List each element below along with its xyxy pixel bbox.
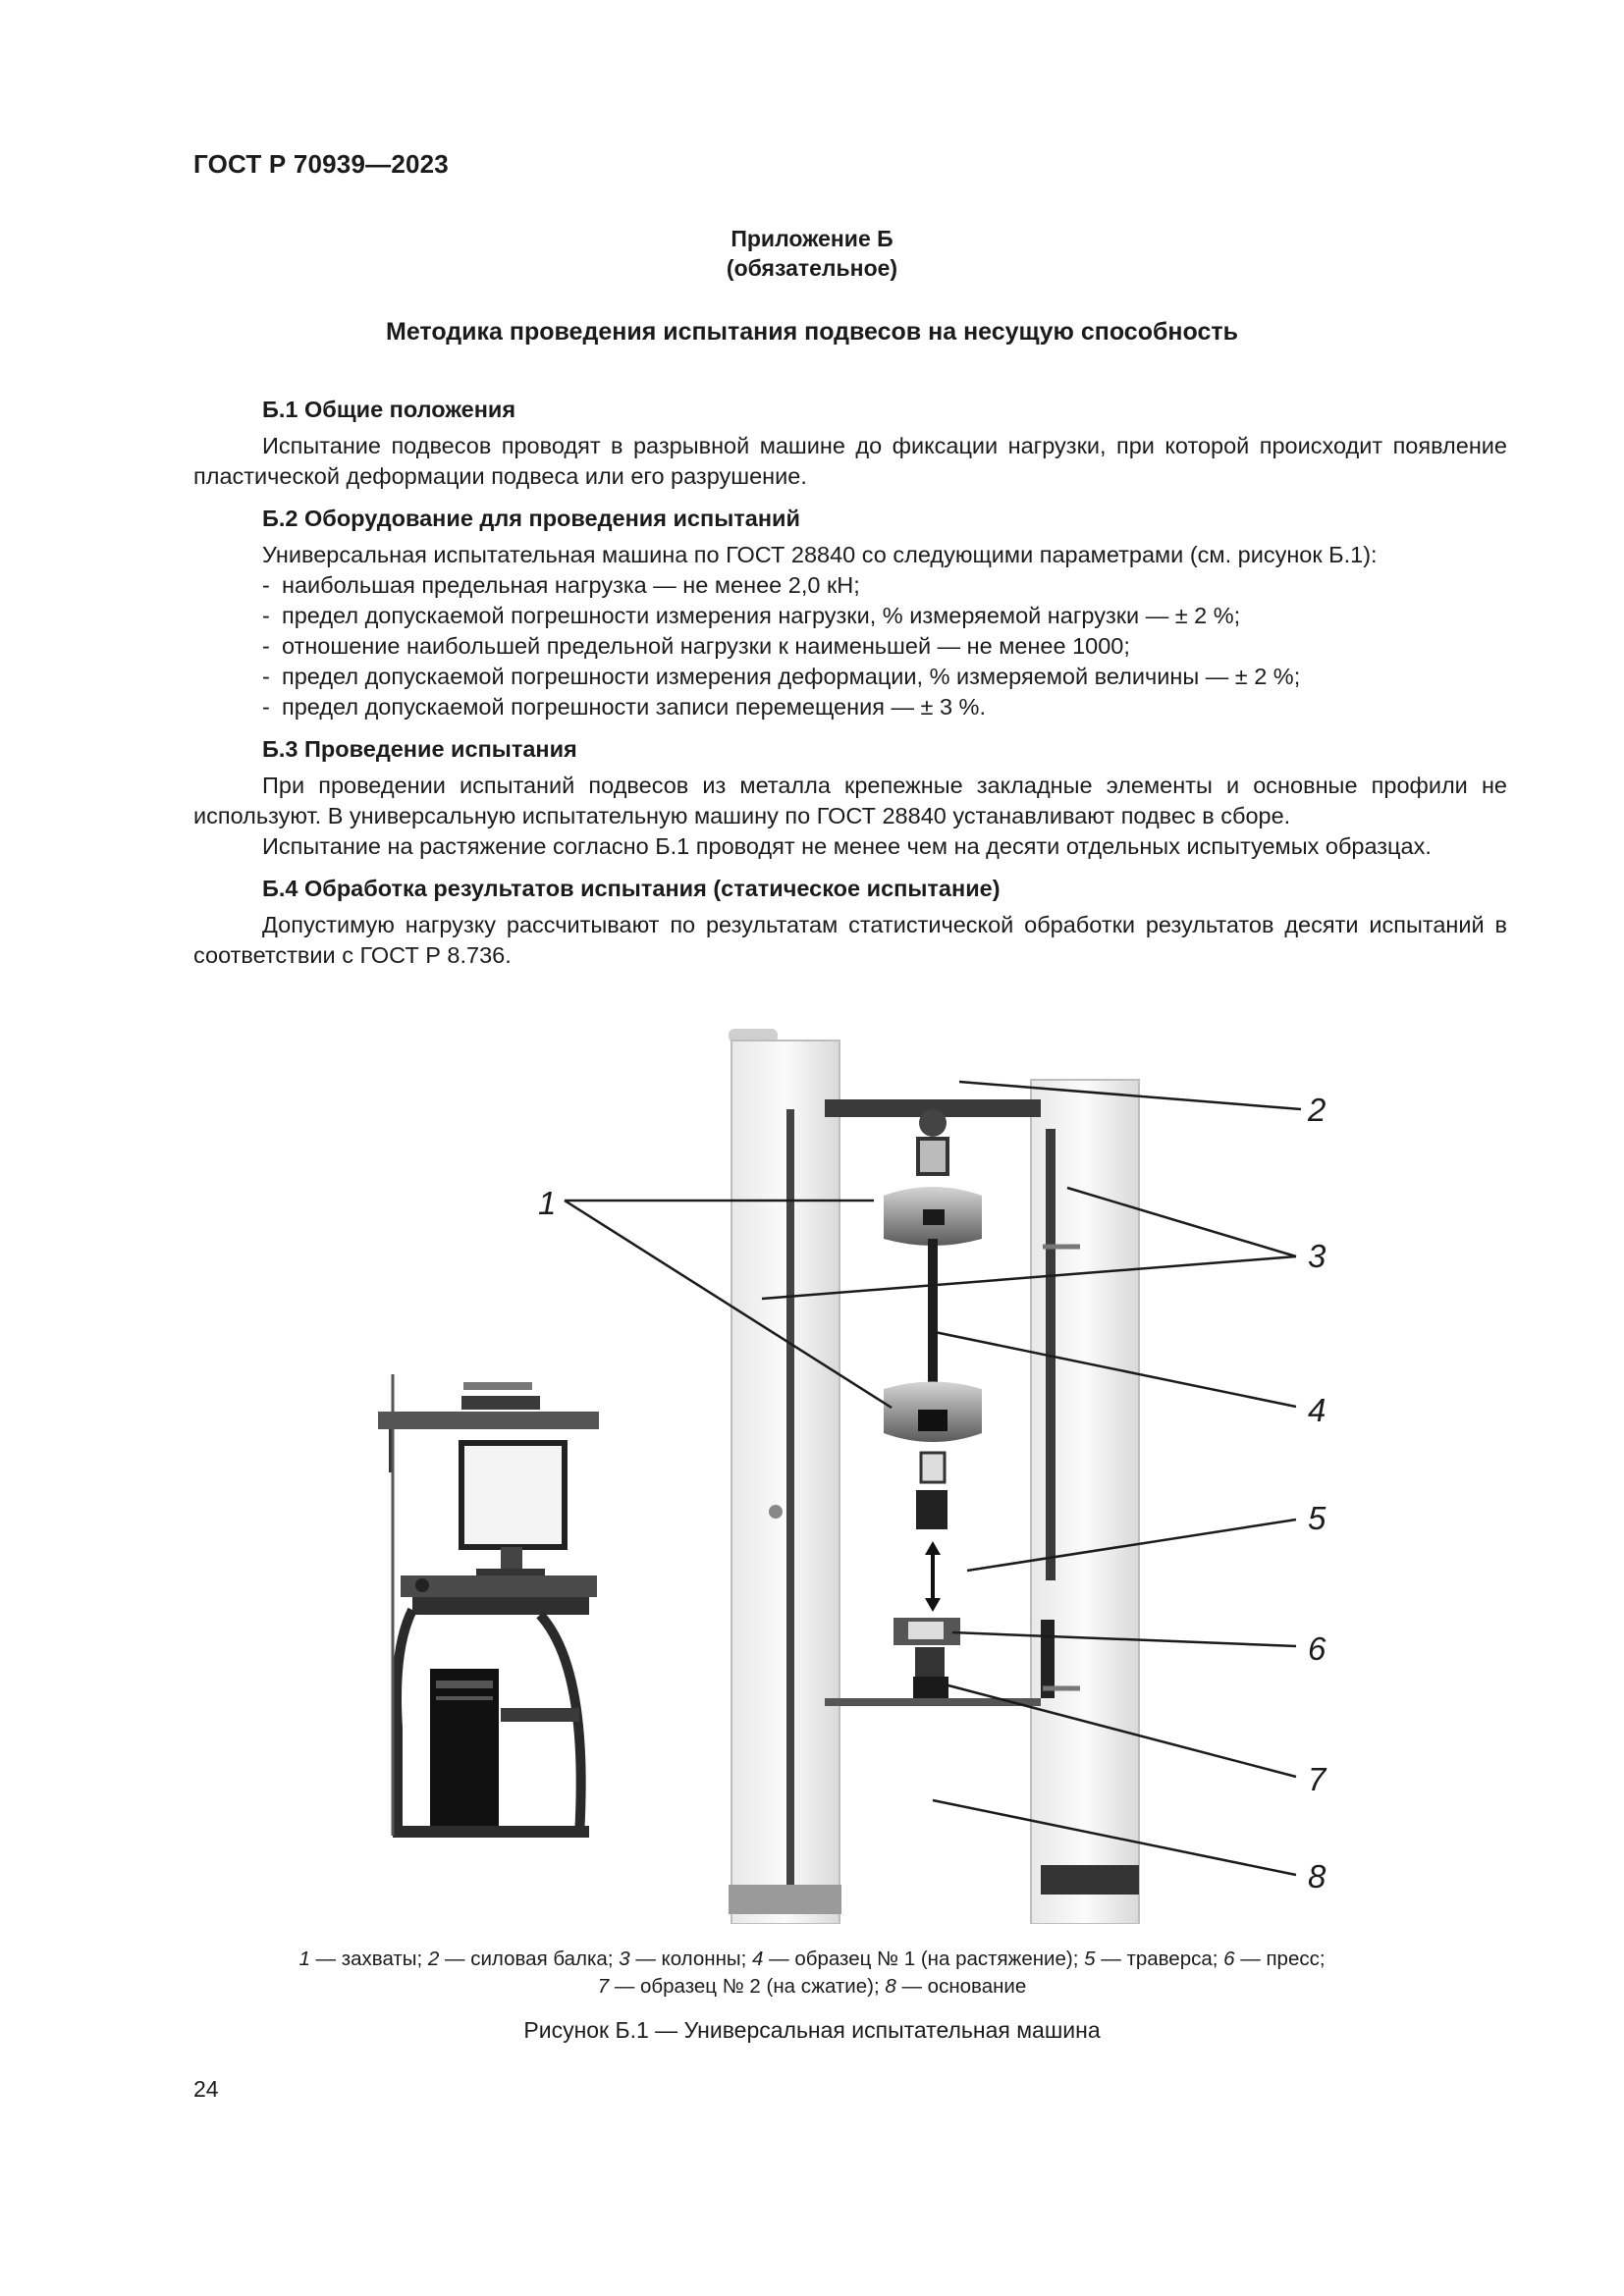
callout-8: 8 <box>1308 1858 1326 1895</box>
pc-tower <box>430 1669 499 1826</box>
callout-3: 3 <box>1308 1238 1326 1274</box>
section-paragraph: Испытание подвесов проводят в разрывной машине до фиксации нагрузки, при которой происходит появление пластической деформации подвеса или его разрушение. <box>193 433 1507 489</box>
keyboard-tray <box>412 1597 589 1615</box>
document-code: ГОСТ Р 70939—2023 <box>193 149 449 179</box>
left-column <box>731 1041 839 1924</box>
list-item: - наибольшая предельная нагрузка — не менее 2,0 кН; <box>262 572 860 598</box>
mouse <box>415 1578 429 1592</box>
callout-6: 6 <box>1308 1630 1326 1667</box>
section-heading: Б.1 Общие положения <box>262 397 516 422</box>
annex-status: (обязательное) <box>726 255 898 281</box>
figure-legend <box>0 1946 1624 2001</box>
callout-2: 2 <box>1308 1092 1326 1128</box>
section-paragraph: Допустимую нагрузку рассчитывают по результатам статистической обработки результатов десяти испытаний в соответствии с ГОСТ Р 8.736. <box>193 912 1507 968</box>
annex-heading <box>0 224 1624 283</box>
list-item: - предел допускаемой погрешности записи перемещения — ± 3 %. <box>262 694 986 720</box>
list-item: - отношение наибольшей предельной нагрузки к наименьшей — не менее 1000; <box>262 633 1130 659</box>
callout-4: 4 <box>1308 1392 1326 1428</box>
legend-line-2: 7 — образец № 2 (на сжатие); 8 — основание <box>597 1975 1027 1998</box>
testing-machine <box>729 1029 1139 1924</box>
section-b4 <box>193 874 1507 971</box>
list-item: - предел допускаемой погрешности измерения нагрузки, % измеряемой нагрузки — ± 2 %; <box>262 603 1241 628</box>
section-paragraph: При проведении испытаний подвесов из металла крепежные закладные элементы и основные профили не используют. В универсальную испытательную машину по ГОСТ 28840 устанавливают подвес в сборе. <box>193 773 1507 828</box>
callout-1: 1 <box>538 1185 557 1221</box>
section-b3 <box>193 734 1507 862</box>
page-number: 24 <box>193 2076 219 2102</box>
section-b2 <box>193 504 1507 722</box>
section-heading: Б.4 Обработка результатов испытания (статическое испытание) <box>262 876 1001 901</box>
figure-testing-machine <box>353 1021 1335 1924</box>
machine-illustration <box>353 1021 1335 1924</box>
section-heading: Б.3 Проведение испытания <box>262 736 577 762</box>
base-right <box>1041 1865 1139 1895</box>
main-title: Методика проведения испытания подвесов на несущую способность <box>386 318 1238 346</box>
computer-desk <box>378 1374 599 1838</box>
desk-surface <box>401 1575 597 1597</box>
desk-top-shelf <box>378 1412 599 1429</box>
callout-5: 5 <box>1308 1500 1326 1536</box>
keyboard-on-shelf <box>461 1396 540 1410</box>
document-body <box>193 395 1507 983</box>
list-item: - предел допускаемой погрешности измерения деформации, % измеряемой величины — ± 2 %; <box>262 664 1301 689</box>
figure-title: Рисунок Б.1 — Универсальная испытательная машина <box>523 2017 1101 2043</box>
section-b1 <box>193 395 1507 492</box>
legend-line-1: 1 — захваты; 2 — силовая балка; 3 — колонны; 4 — образец № 1 (на растяжение); 5 — траверса; 6 — пресс; <box>298 1948 1326 1970</box>
section-paragraph: Испытание на растяжение согласно Б.1 проводят не менее чем на десяти отдельных испытуемых образцах. <box>262 833 1432 859</box>
monitor <box>461 1443 565 1547</box>
annex-title: Приложение Б <box>731 226 893 251</box>
callout-7: 7 <box>1308 1761 1326 1797</box>
parameter-list <box>193 570 1507 722</box>
section-heading: Б.2 Оборудование для проведения испытаний <box>262 506 800 531</box>
section-paragraph: Универсальная испытательная машина по ГОСТ 28840 со следующими параметрами (см. рисунок Б.1): <box>262 542 1378 567</box>
